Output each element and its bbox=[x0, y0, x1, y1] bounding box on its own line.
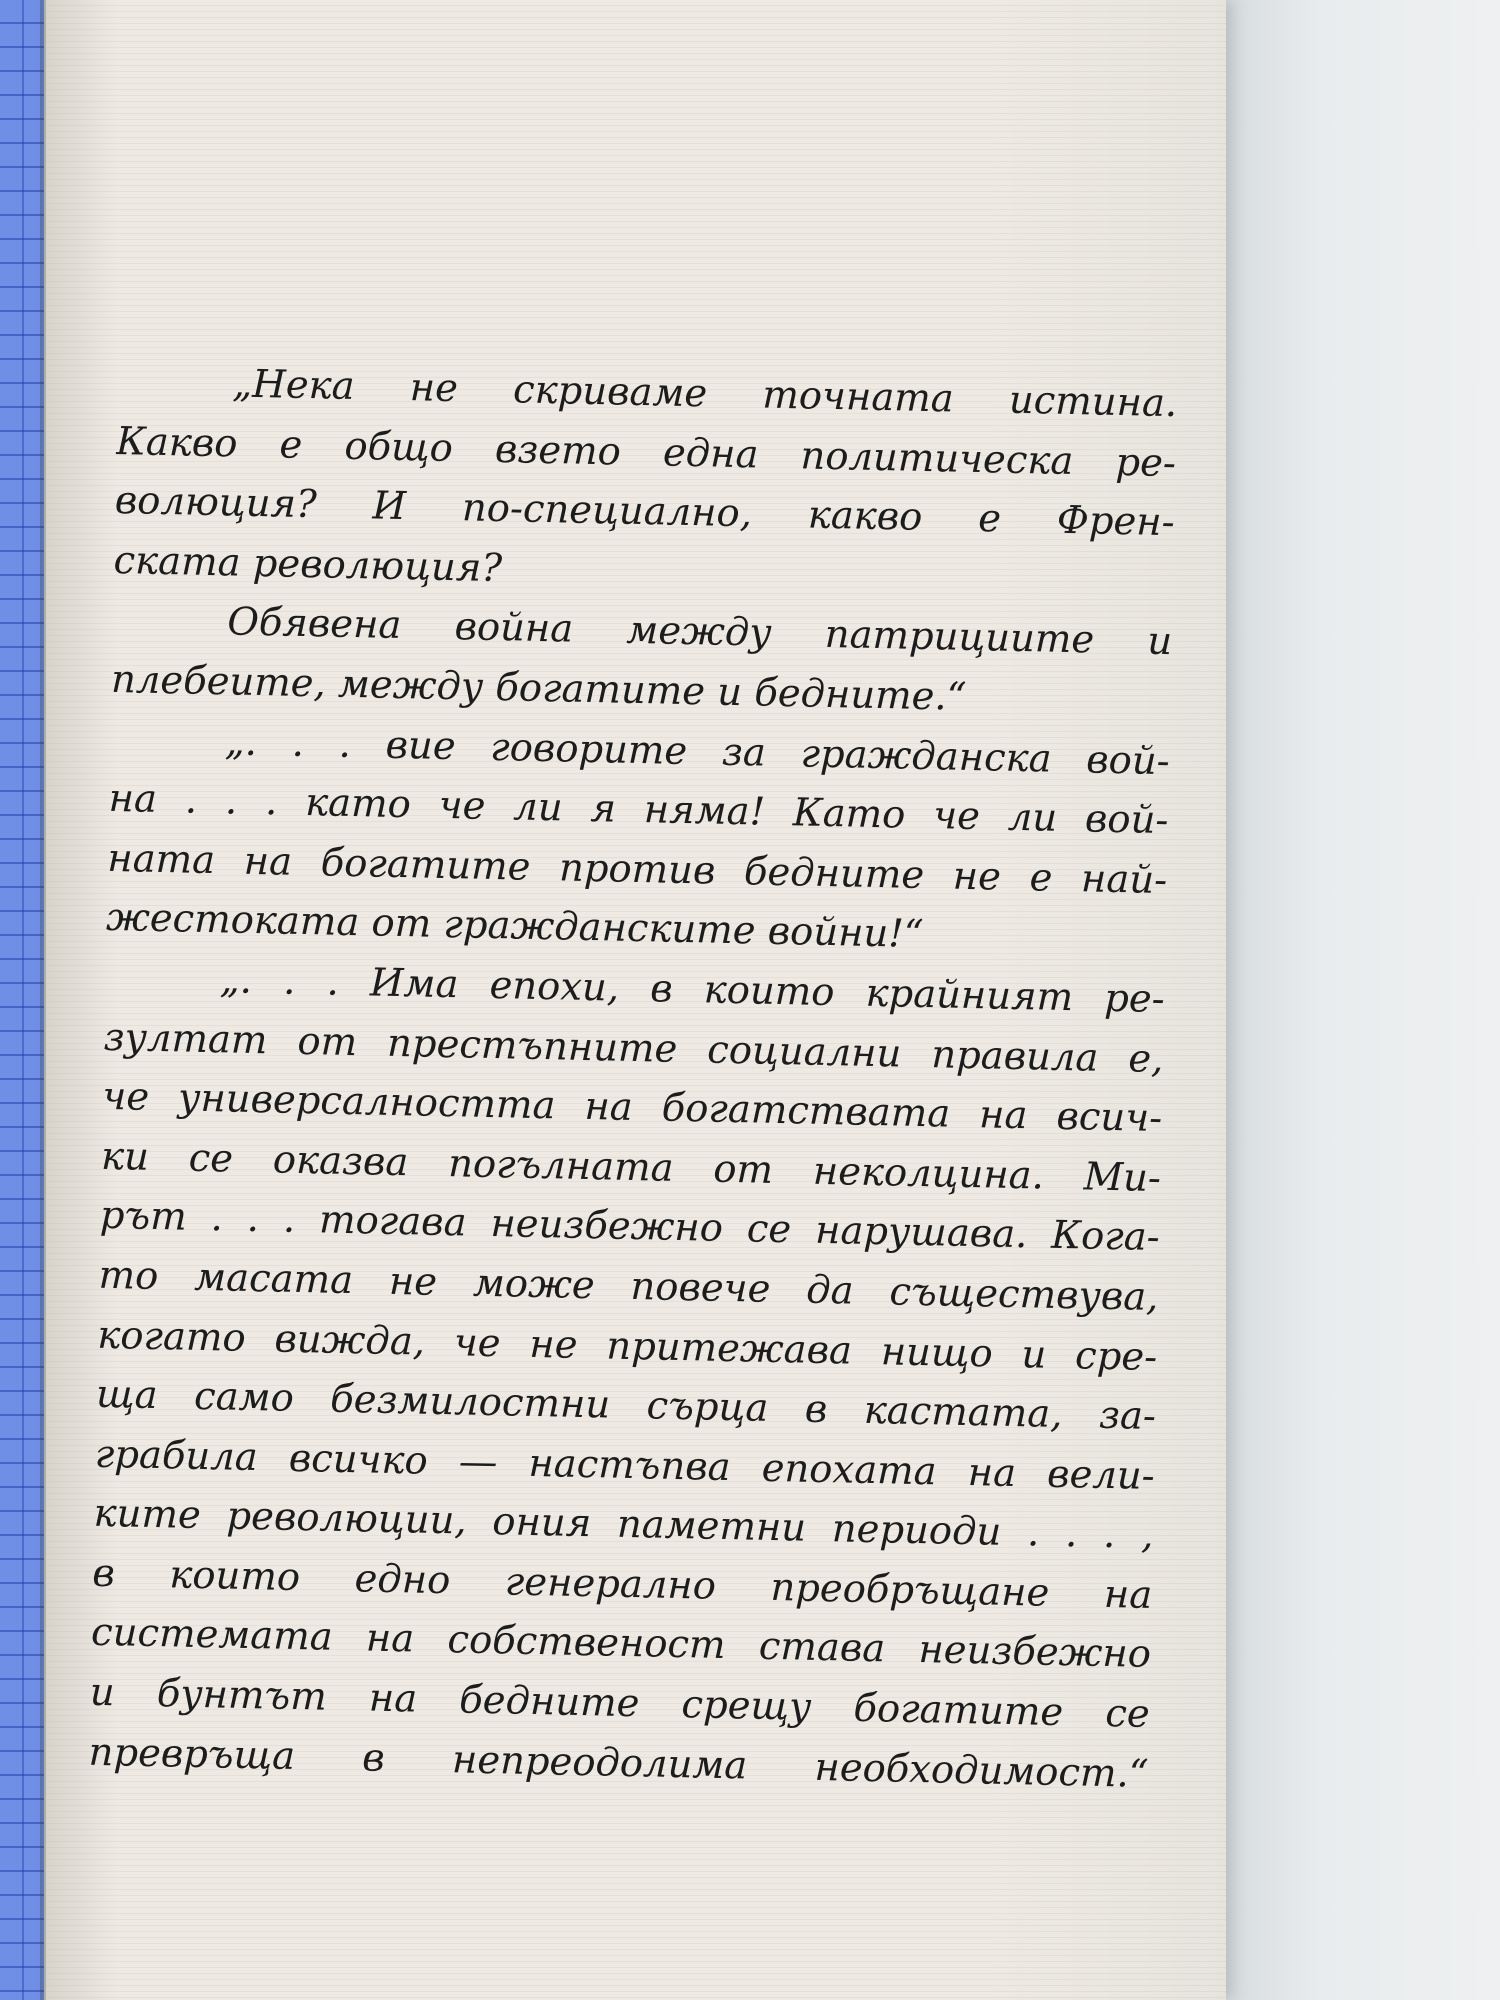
notebook-edge bbox=[0, 0, 44, 2000]
text-line: когато вижда, че не притежава нищо и сре- bbox=[96, 1312, 1158, 1380]
text-line: системата на собственост става неизбежно bbox=[90, 1610, 1152, 1678]
text-line: ната на богатите против бедните не е най- bbox=[106, 835, 1168, 903]
text-line: ща само безмилостни сърца в кастата, за- bbox=[95, 1371, 1157, 1440]
text-line: ките революции, ония паметни периоди . . . , bbox=[93, 1491, 1154, 1559]
text-line: „Нека не скриваме точната истина. bbox=[231, 361, 1178, 427]
text-line: ки се оказва погълната от неколцина. Ми- bbox=[100, 1133, 1162, 1201]
text-line: и бунтът на бедните срещу богатите се bbox=[89, 1669, 1151, 1737]
text-line: то масата не може повече да съществува, bbox=[98, 1252, 1159, 1320]
text-line: Обявена война между патрициите и bbox=[226, 599, 1173, 665]
text-line: че универсалността на богатствата на всич- bbox=[101, 1073, 1163, 1142]
text-line: грабила всичко — настъпва епохата на вели- bbox=[94, 1431, 1156, 1499]
text-line: „. . . вие говорите за гражданска вой- bbox=[224, 718, 1171, 784]
text-line: в които едно генерално преобръщане на bbox=[91, 1550, 1153, 1618]
text-line: ската революция? bbox=[113, 537, 503, 591]
quote-text-block bbox=[88, 352, 1178, 1804]
text-line: „. . . Има епохи, в които крайният ре- bbox=[219, 957, 1166, 1022]
text-line: на . . . като че ли я няма! Като че ли вой- bbox=[108, 776, 1169, 844]
text-line: зултат от престъпните социални правила е, bbox=[103, 1014, 1164, 1082]
text-line: жестоката от гражданските войни!“ bbox=[105, 895, 924, 958]
facing-page bbox=[1226, 0, 1500, 2000]
book-page bbox=[46, 0, 1226, 2000]
text-line: превръща в непреодолима необходимост.“ bbox=[88, 1729, 1149, 1797]
text-line: плебеите, между богатите и бедните.“ bbox=[110, 656, 967, 720]
text-line: рът . . . тогава неизбежно се нарушава. Кога- bbox=[99, 1193, 1161, 1261]
text-line: Какво е общо взето една политическа ре- bbox=[115, 418, 1177, 486]
text-line: волюция? И по-специално, какво е Френ- bbox=[114, 478, 1176, 546]
